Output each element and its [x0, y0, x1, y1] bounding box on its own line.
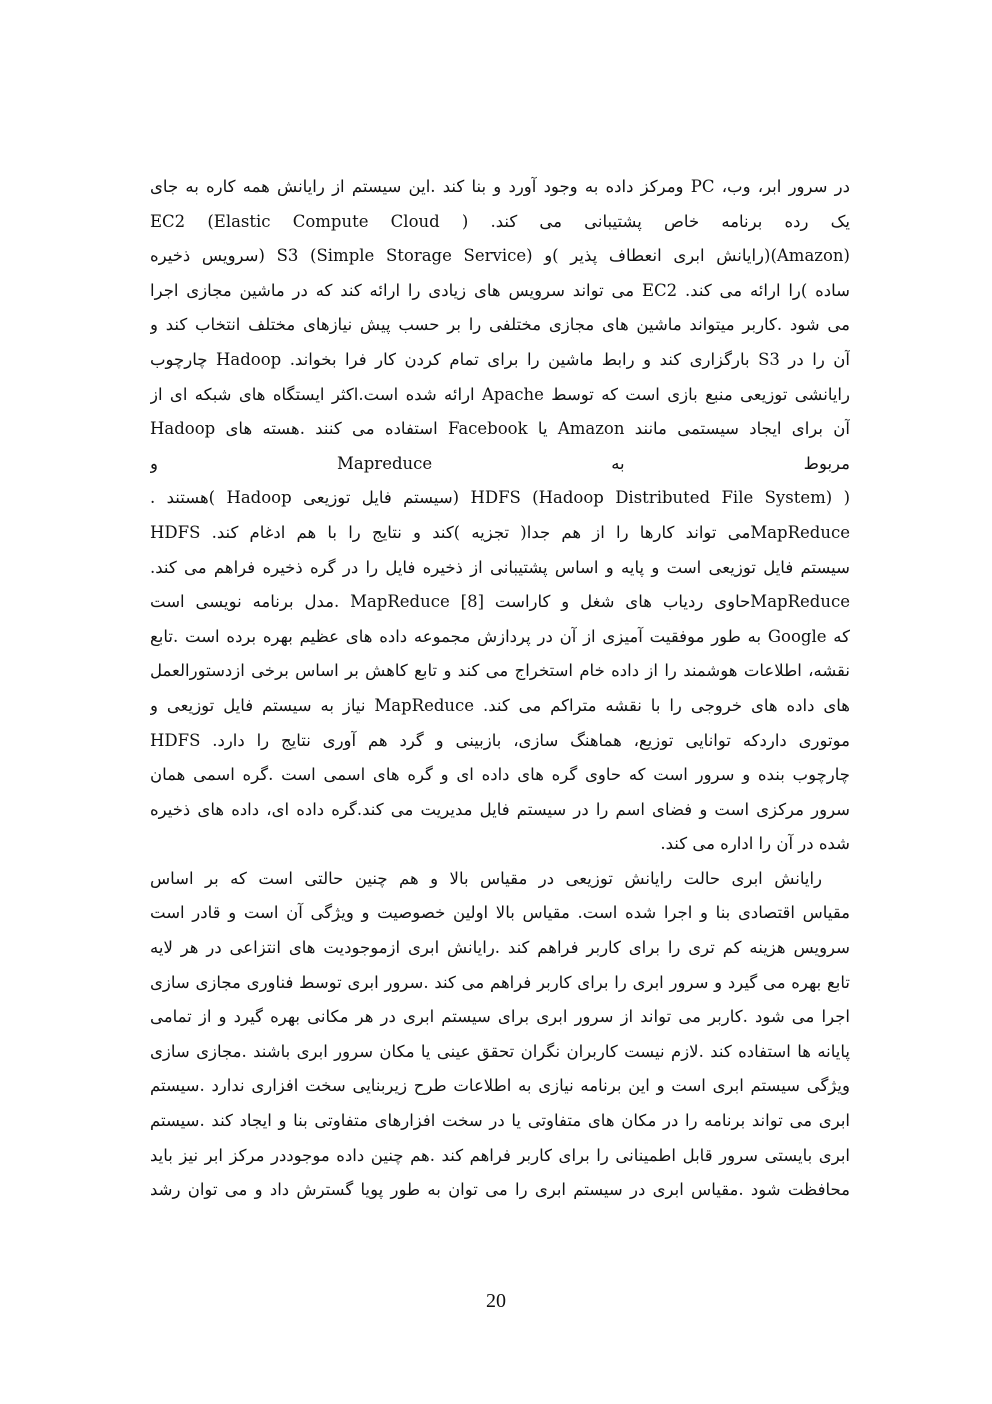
text-line: سرویس هزینه کم تری را برای کاربر فراهم کند .رایانش ابری ازموجودیت های انتزاعی در هر لایه: [150, 938, 850, 958]
text-line: MapReduceمی تواند کارها را از هم جدا( تجزیه )کند و نتایج را با هم ادغام کند. HDFS: [150, 522, 850, 542]
text-line: آن برای ایجاد سیستمی مانند Amazon یا Facebook استفاده می کنند .هسته های Hadoop: [150, 419, 850, 439]
text-line: در سرور ابر، وب، PC ومرکز داده به وجود آورد و بنا کند .این سیستم از رایانش همه کاره به جای: [150, 177, 850, 196]
text-line: نقشه، اطلاعات هوشمند را از داده خام استخراج می کند و تابع کاهش بر اساس برخی ازدستورالعمل: [150, 661, 850, 681]
text-line: مقیاس اقتصادی بنا و اجرا شده است. مقیاس بالا اولین خصوصیت و ویژگی آن است و قادر است: [150, 903, 850, 923]
text-line: ویژگی سیستم ابری است و این برنامه نیازی به اطلاعات طرح زیربنایی سخت افزاری ندارد .سیستم: [150, 1076, 850, 1096]
text-line: که Google به طور موفقیت آمیزی از آن در پردازش مجموعه داده های عظیم بهره برده است .تابع: [150, 626, 850, 646]
text-line: چارچوب بنده و سرور است که حاوی گره های داده ای و گره های اسمی است .گره اسمی همان: [150, 765, 850, 785]
text-line: رایانش ابری حالت رایانش توزیعی در مقیاس بالا و هم چنین حالتی است که بر اساس: [150, 868, 822, 888]
text-line: ابری بایستی سرور قابل اطمینانی را برای کاربر فراهم کند .هم چنین داده موجوددر مرکز ابر نیز باید: [150, 1145, 850, 1165]
text-line: های داده های خروجی را با نقشه متراکم می کند. MapReduce نیاز به سیستم فایل توزیعی و: [150, 695, 850, 715]
text-line: شده در آن را اداره می کند.: [660, 834, 850, 854]
page-number: 20: [486, 1290, 506, 1312]
text-line: ( HDFS (Hadoop Distributed File System) (سیستم فایل توزیعی Hadoop )هستند .: [150, 488, 850, 508]
text-line: می شود .کاربر میتواند ماشین های مجازی مختلفی را بر حسب پیش نیازهای مختلف انتخاب کند و: [150, 315, 850, 335]
text-line: محافظت شود .مقیاس ابری در سیستم ابری را می توان به طور پویا گسترش داد و می توان رشد: [150, 1180, 850, 1200]
text-line: (Amazon)(رایانش ابری انعطاف پذیر )و S3 (Simple Storage Service) (سرویس ذخیره: [150, 246, 850, 266]
text-line: تابع بهره می گیرد و سرور ابری را برای کاربر فراهم می کند .سرور ابری توسط فناوری مجازی سازی: [150, 972, 850, 992]
text-line: یک رده برنامه خاص پشتیبانی می کند. ( EC2 (Elastic Compute Cloud: [150, 211, 850, 231]
text-line: MapReduceحاوی ردیاب های شغل و کاراست [8] MapReduce .مدل برنامه نویسی است: [150, 592, 850, 612]
text-line: آن را در S3 بارگزاری کند و رابط ماشین را برای تمام کردن کار فرا بخواند. Hadoop چارچوب: [150, 349, 850, 369]
text-line: مربوط به Mapreduce و: [150, 453, 850, 473]
text-line: سیستم فایل توزیعی است و پایه و اساس پشتیبانی از ذخیره فایل را در گره ذخیره فراهم می کند.: [150, 557, 850, 577]
text-line: رایانشی توزیعی منبع بازی است که توسط Apache ارائه شده است.اکثر ایستگاه های شبکه ای از: [150, 384, 850, 404]
text-line: ابری می تواند برنامه را در مکان های متفاوتی یا در سخت افزارهای متفاوتی بنا و ایجاد کند .سیستم: [150, 1111, 850, 1131]
text-line: سرور مرکزی است و فضای اسم را در سیستم فایل مدیریت می کند.گره داده ای، داده های ذخیره: [150, 799, 850, 819]
text-line: ساده )را ارائه می کند. EC2 می تواند سرویس های زیادی را ارائه کند که در ماشین مجازی اجرا: [150, 280, 850, 300]
body-text: [150, 170, 850, 1208]
text-line: اجرا می شود .کاربر می تواند از سرور ابری برای سیستم ابری در هر مکانی بهره گیرد و از تمامی: [150, 1007, 850, 1027]
text-line: موتوری داردکه توانایی توزیع، هماهنگ سازی، بازبینی و گرد هم آوری نتایج را دارد. HDFS: [150, 730, 850, 750]
text-line: پایانه ها استفاده کند .لازم نیست کاربران نگران تحقق عینی یا مکان سرور ابری باشند .مجازی سازی: [150, 1041, 850, 1061]
